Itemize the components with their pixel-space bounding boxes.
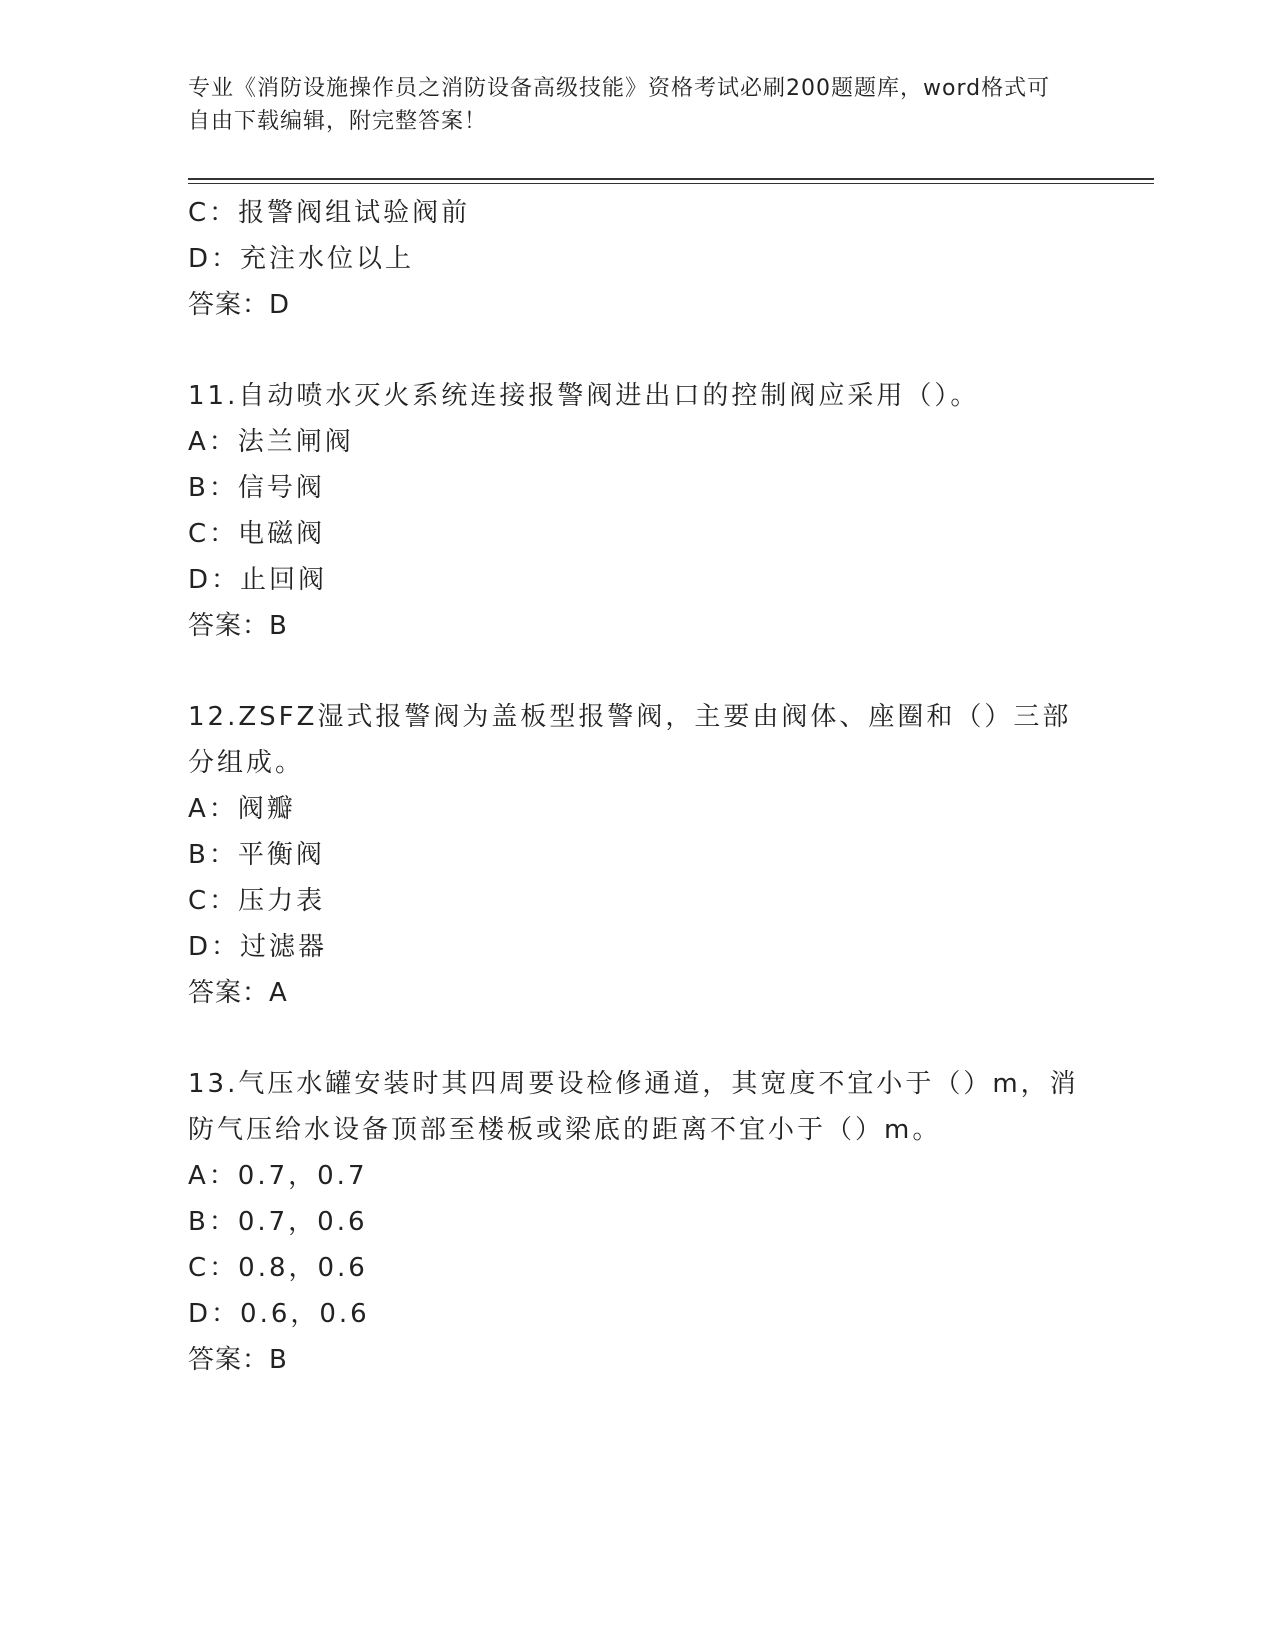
header-divider-thin (188, 183, 1154, 184)
question-stem: 11.自动喷水灭火系统连接报警阀进出口的控制阀应采用（）。 (188, 381, 980, 411)
option-d: D：过滤器 (188, 932, 328, 962)
question-12 (188, 694, 1088, 1016)
option-a: A：0.7，0.7 (188, 1161, 368, 1191)
question-stem: 13.气压水罐安装时其四周要设检修通道，其宽度不宜小于（）m，消防气压给水设备顶部至楼板或梁底的距离不宜小于（）m。 (188, 1069, 1079, 1145)
answer-line: 答案：B (188, 611, 288, 641)
answer-line: 答案：B (188, 1345, 288, 1375)
question-13 (188, 1061, 1088, 1383)
carryover-question (188, 190, 1088, 328)
spacer (188, 649, 1088, 694)
option-c: C：压力表 (188, 886, 326, 916)
spacer (188, 328, 1088, 373)
question-content (188, 190, 1088, 1383)
question-stem: 12.ZSFZ湿式报警阀为盖板型报警阀，主要由阀体、座圈和（）三部分组成。 (188, 702, 1072, 778)
answer-line: 答案：D (188, 290, 291, 320)
option-b: B：平衡阀 (188, 840, 325, 870)
option-b: B：0.7，0.6 (188, 1207, 368, 1237)
question-11 (188, 373, 1088, 649)
spacer (188, 1016, 1088, 1061)
option-c: C：电磁阀 (188, 519, 326, 549)
option-d: D：充注水位以上 (188, 244, 415, 274)
document-header: 专业《消防设施操作员之消防设备高级技能》资格考试必刷200题题库，word格式可自由下载编辑，附完整答案！ (188, 76, 1051, 134)
header-divider-thick (188, 178, 1154, 180)
option-c: C：0.8，0.6 (188, 1253, 368, 1283)
option-a: A：阀瓣 (188, 794, 296, 824)
option-c: C：报警阀组试验阀前 (188, 198, 471, 228)
option-a: A：法兰闸阀 (188, 427, 354, 457)
option-b: B：信号阀 (188, 473, 325, 503)
option-d: D：止回阀 (188, 565, 328, 595)
answer-line: 答案：A (188, 978, 288, 1008)
option-d: D：0.6，0.6 (188, 1299, 370, 1329)
